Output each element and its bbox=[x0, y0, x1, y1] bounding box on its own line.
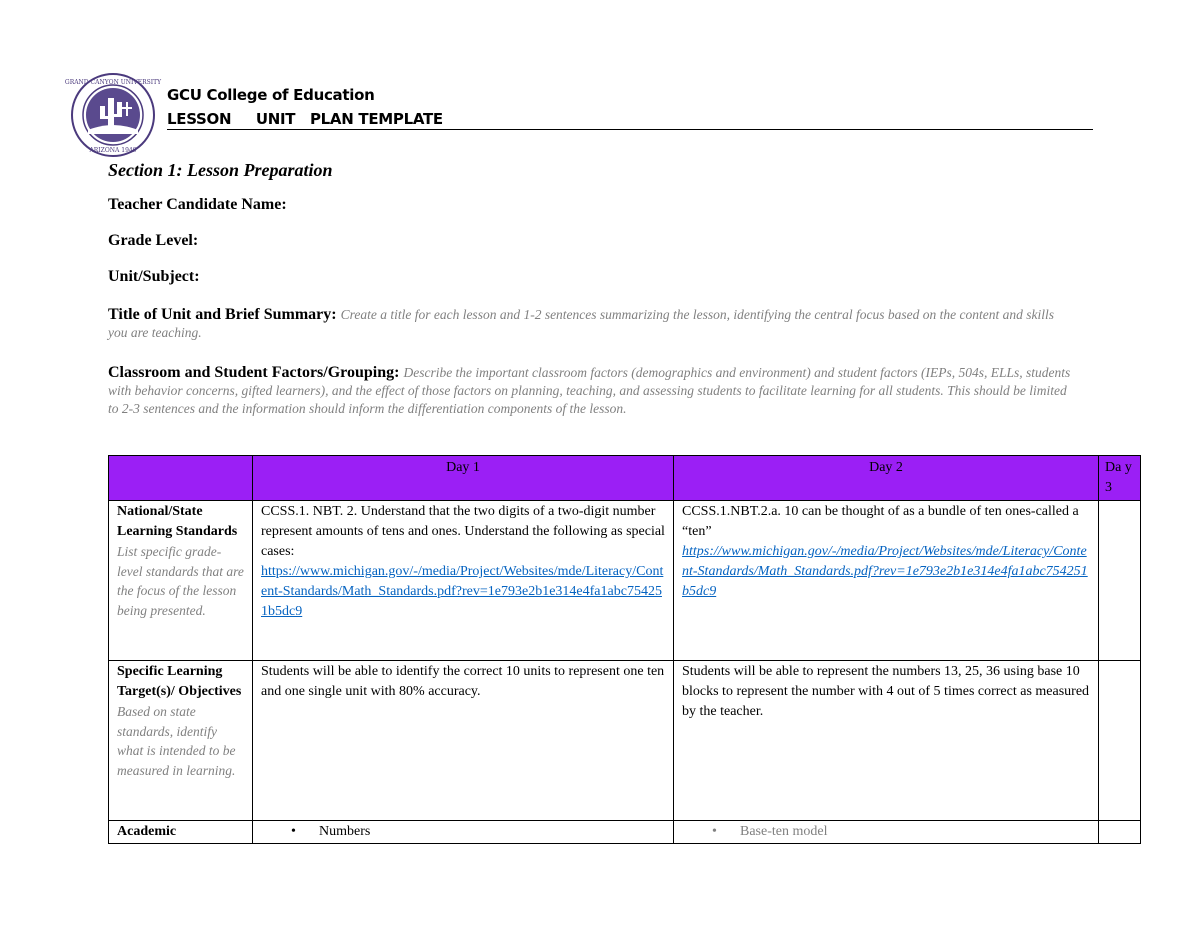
day1-objective-text: Students will be able to identify the correct 10 units to represent one ten and one single unit with 80% accuracy. bbox=[261, 664, 665, 699]
header-cell-day2: Day 2 bbox=[674, 456, 1099, 501]
day1-standard-text: CCSS.1. NBT. 2. Understand that the two digits of a two-digit number represent amounts of tens and ones. Understand the following as special cases: bbox=[261, 504, 665, 559]
section-title: Section 1: Lesson Preparation bbox=[108, 160, 333, 180]
day2-cell bbox=[674, 821, 1099, 844]
day2-cell bbox=[674, 661, 1099, 821]
row-label-cell bbox=[109, 821, 253, 844]
table-row bbox=[109, 661, 1141, 821]
table-row bbox=[109, 501, 1141, 661]
unit-subject-label: Unit/Subject: bbox=[108, 268, 200, 285]
template-title: LESSON UNIT PLAN TEMPLATE bbox=[167, 110, 1093, 130]
classroom-factors-field bbox=[108, 364, 1073, 418]
day2-vocab-item: Base-ten model bbox=[740, 824, 828, 839]
row-hint: Based on state standards, identify what is intended to be measured in learning. bbox=[117, 704, 236, 778]
table-header-row bbox=[109, 456, 1141, 501]
row-label: Academic bbox=[117, 824, 177, 839]
day1-cell bbox=[253, 501, 674, 661]
day2-objective-text: Students will be able to represent the numbers 13, 25, 36 using base 10 blocks to represent the number with 4 out of 5 times correct as measured by the teacher. bbox=[682, 664, 1090, 719]
classroom-factors-label: Classroom and Student Factors/Grouping: bbox=[108, 364, 400, 381]
row-label-cell bbox=[109, 501, 253, 661]
header-cell-day3: Da y 3 bbox=[1099, 456, 1141, 501]
teacher-name-label: Teacher Candidate Name: bbox=[108, 196, 287, 213]
day3-cell bbox=[1099, 821, 1141, 844]
row-label: National/State Learning Standards bbox=[117, 504, 238, 539]
day2-cell bbox=[674, 501, 1099, 661]
bullet-icon: • bbox=[712, 824, 717, 839]
svg-text:GRAND CANYON UNIVERSITY: GRAND CANYON UNIVERSITY bbox=[64, 79, 162, 86]
day1-cell bbox=[253, 661, 674, 821]
day3-cell bbox=[1099, 661, 1141, 821]
bullet-icon: • bbox=[291, 824, 296, 839]
row-label: Specific Learning Target(s)/ Objectives bbox=[117, 664, 242, 699]
header-cell-day1: Day 1 bbox=[253, 456, 674, 501]
list-item bbox=[682, 822, 1090, 842]
day1-vocab-item: Numbers bbox=[319, 824, 371, 839]
grade-level-label: Grade Level: bbox=[108, 232, 199, 249]
table-row bbox=[109, 821, 1141, 844]
university-seal-logo bbox=[64, 72, 162, 158]
classroom-factors-hint: Describe the important classroom factors (demographics and environment) and student factors (IEPs, 504s, ELLs, students with behavior concerns, gifted learners), and the effect of those factors on planning, teaching, and assessing students to facilitate learning for all students. This should be limited to 2-3 sentences and the information should inform the differentiation components of the lesson. bbox=[108, 365, 1071, 416]
day1-standard-link[interactable]: https://www.michigan.gov/-/media/Project/Websites/mde/Literacy/Content-Standards/Math_Standards.pdf?rev=1e793e2b1e314e4fa1abc754251b5dc9 bbox=[261, 564, 664, 619]
lesson-plan-table bbox=[108, 455, 1141, 844]
title-summary-field bbox=[108, 306, 1073, 342]
svg-text:ARIZONA 1949: ARIZONA 1949 bbox=[89, 147, 137, 154]
header-cell-blank bbox=[109, 456, 253, 501]
day2-standard-link[interactable]: https://www.michigan.gov/-/media/Project/Websites/mde/Literacy/Content-Standards/Math_Standards.pdf?rev=1e793e2b1e314e4fa1abc754251b5dc9 bbox=[682, 544, 1088, 599]
day2-standard-text: CCSS.1.NBT.2.a. 10 can be thought of as a bundle of ten ones-called a “ten” bbox=[682, 504, 1079, 539]
list-item bbox=[261, 822, 665, 842]
row-label-cell bbox=[109, 661, 253, 821]
day1-cell bbox=[253, 821, 674, 844]
title-summary-hint: Create a title for each lesson and 1-2 sentences summarizing the lesson, identifying the central focus based on the content and skills you are teaching. bbox=[108, 307, 1054, 340]
row-hint: List specific grade-level standards that are the focus of the lesson being presented. bbox=[117, 544, 244, 618]
day3-cell bbox=[1099, 501, 1141, 661]
college-name: GCU College of Education bbox=[167, 86, 375, 104]
title-summary-label: Title of Unit and Brief Summary: bbox=[108, 306, 337, 323]
